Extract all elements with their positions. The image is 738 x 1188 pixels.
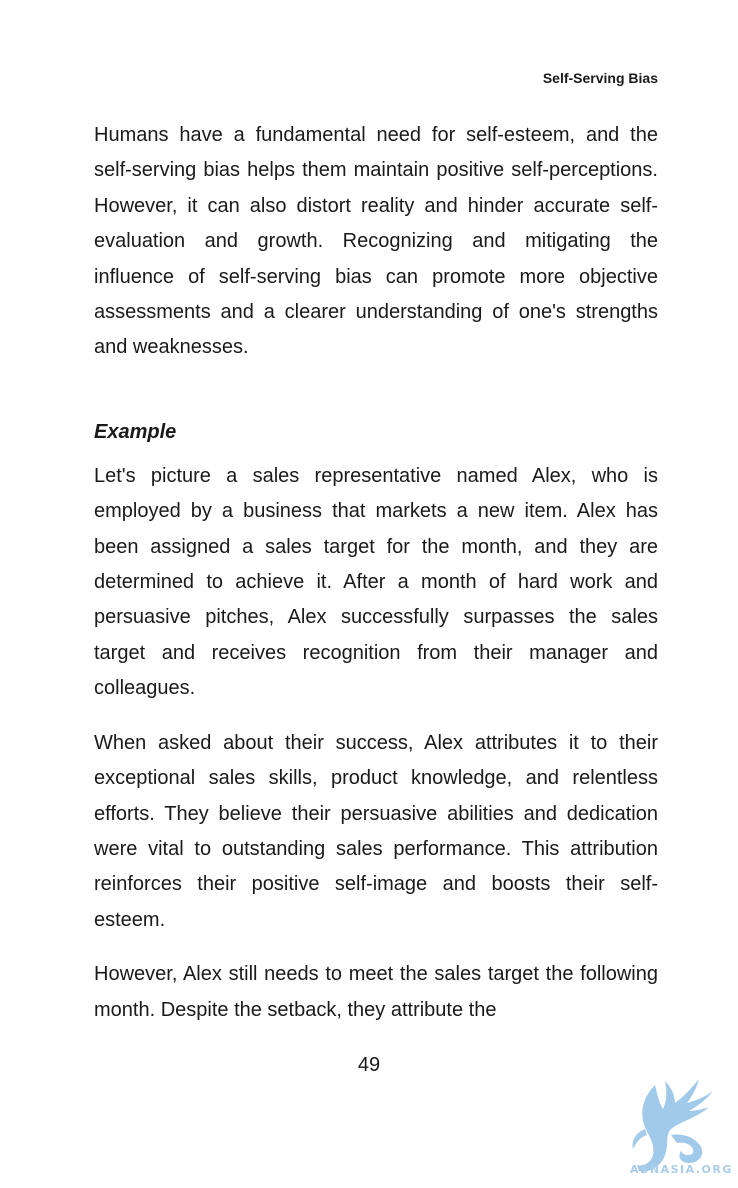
paragraph-attribution: When asked about their success, Alex attributes it to their exceptional sales skills, product knowledge, and relentless efforts. They believe their persuasive abilities and dedication were vital to outstanding sales performance. This attribution reinforces their positive self-image and boosts their self-esteem. [94, 731, 658, 931]
paragraph-setback: However, Alex still needs to meet the sales target the following month. Despite the setback, they attribute the [94, 963, 658, 1021]
paragraph-example-setup: Let's picture a sales representative named Alex, who is employed by a business that markets a new item. Alex has been assigned a sales target for the month, and they are determined to achieve it. After a month of hard work and persuasive pitches, Alex successfully surpasses the sales target and receives recognition from their manager and colleagues. [94, 464, 658, 700]
paragraph-intro: Humans have a fundamental need for self-esteem, and the self-serving bias helps them maintain positive self-perceptions. However, it can also distort reality and hinder accurate self-evaluation and growth. Recognizing and mitigating the influence of self-serving bias can promote more objective assessments and a clearer understanding of one's strengths and weaknesses. [94, 124, 658, 359]
page-body [94, 118, 658, 1028]
page-number: 49 [357, 1054, 381, 1076]
running-header-title: Self-Serving Bias [542, 70, 658, 86]
section-heading-example: Example [94, 420, 177, 443]
watermark-text: ABNASIA.ORG [630, 1163, 733, 1176]
